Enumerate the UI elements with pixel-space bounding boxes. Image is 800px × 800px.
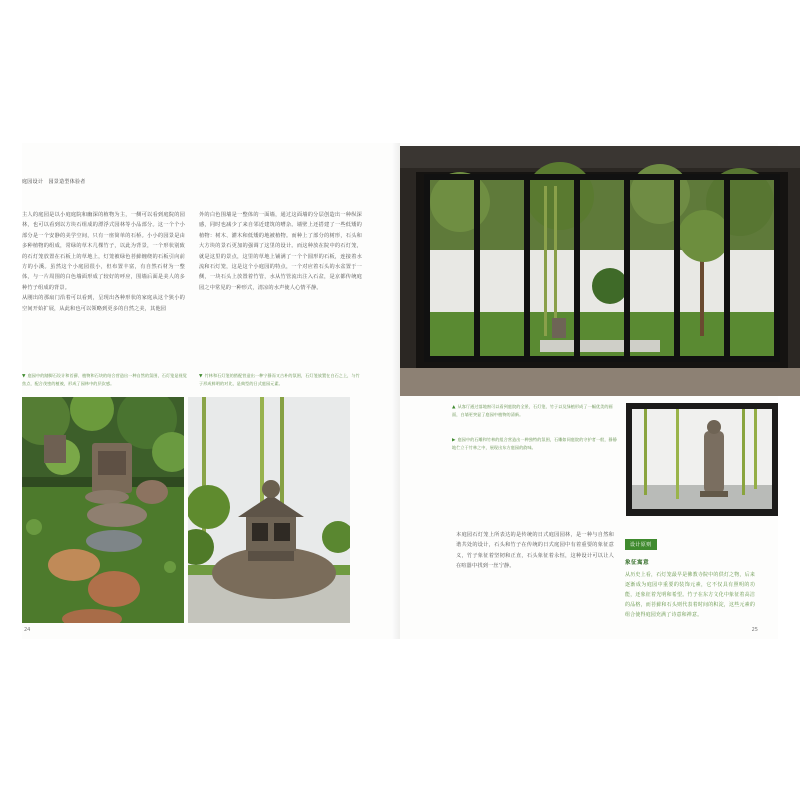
caption-text: 庭园中的石雕和竹林的组合营造出一种独特的氛围，石雕如同庭院的守护者一般，静静地伫立于竹林之中，展现出东方庭园的韵味。 — [452, 437, 617, 450]
caption-niche-photo — [452, 436, 617, 451]
design-principle-box — [625, 531, 755, 620]
caption-triangle-icon: ▶ — [452, 438, 456, 443]
design-principle-text: 从历史上看，石灯笼最早是佛教寺院中的供灯之物，后来逐渐成为庭园中重要的装饰元素，它不仅具有照明的功能，还象征着光明和希望。竹子在东方文化中象征着高洁的品格，而苔藓和石头则代表着时间的积淀，这些元素的组合使得庭园充满了诗意和禅意。 — [625, 572, 755, 618]
glass-door-garden-photo — [400, 146, 800, 396]
design-principle-subtitle: 象征寓意 — [625, 560, 649, 566]
book-spread — [22, 143, 778, 639]
caption-text: 庭园中的踏脚石设计和苔藓、植物和石块的结合营造出一种自然的氛围，石灯笼是视觉焦点，配合茂密的植被，形成了园林中的层次感。 — [22, 373, 187, 386]
left-page — [22, 143, 400, 639]
stone-lantern-bamboo-photo — [188, 397, 350, 623]
caption-glass-door-photo — [452, 403, 617, 418]
caption-text: 竹林和石灯笼的搭配营造出一种宁静而又古朴的氛围，石灯笼放置在白石之上，与竹子形成鲜明的对比，是典型的日式庭园元素。 — [199, 373, 360, 386]
body-paragraph-1: 主人的庭园是以小庭庭院和幽深的植物为主，一侧可以看到庭院的园林，也可以看到以方块石组成的漂浮式园林等小品部分。这一个个小部分是一个安静的美学空间，只有一座简单的石桥。小小的园景是由多种植物的组成，常绿的草木几棵竹子，以此为背景，一个形状别致的石灯笼放置在石板上的草地上，灯笼被绿色苔藓缠绕的石板引向前方的小溪。虽然这个小庭园很小，但布置丰富，有自然石材为一整体，与一片周围的白色墙面形成了较好的呼应，围墙后面是美人的多种竹子组成的背景。 — [22, 212, 185, 291]
caption-text: 从客厅通过落地窗可以看到庭院的全景，石灯笼、竹子以及绿植形成了一幅优美的画面，白墙更突显了庭园中植物的清新。 — [452, 404, 613, 417]
niche-illustration — [626, 403, 778, 516]
running-head: 庭园设计 园景造型体验者 — [22, 179, 86, 185]
lantern-illustration — [188, 397, 350, 623]
caption-lantern-photo — [199, 372, 362, 387]
garden-illustration — [22, 397, 184, 623]
glass-door-illustration — [400, 146, 800, 396]
caption-garden-photo — [22, 372, 187, 387]
body-paragraph-2: 从刚出的那扇门沿着可以看到，呈现出各种形状的家庭从这个狭小的空间开始扩展，从此和也可以领略到更多的自然之美，其他园 — [22, 295, 185, 312]
caption-triangle-icon: ▲ — [452, 405, 456, 410]
stone-statue-niche-photo — [626, 403, 778, 516]
design-principle-label: 设计原则 — [625, 539, 657, 550]
body-column-2: 外的白色围墙是一整体的一面墙，通过这面墙的分层创造出一种纵深感，同时也减少了来自邻近建筑的嘈杂。墙壁上还搭建了一些低矮的植物：树木、灌木和低矮的地被植物。而种上了部分的树形，石头和大方块的景石更加的强调了这里的设计。而这种放在院中的石灯笼，就是这里的景点，这里的草地上铺满了一个个圆形的石板，连接着水流和石灯笼，这是这个小庭园的特点，一个对应着石头的水盆置于一侧，一块石头上放置着竹管，水从竹管流出注入石盆，是京都传统庭园之中常见的一种形式，清凉的水声使人心情平静。 — [199, 212, 362, 291]
caption-triangle-icon: ▼ — [199, 374, 203, 379]
garden-stepping-stones-photo — [22, 397, 184, 623]
page-number-left: 24 — [24, 627, 31, 633]
right-body-text: 本庭园石灯笼上所表达的是传统的日式庭园园林，是一种与自然和谐共处的设计，石头和竹子在传统的日式庭园中有着重要的象征意义，竹子象征着坚韧和正直，石头象征着永恒，这种设计可以让人在喧嚣中找到一丝宁静。 — [456, 532, 614, 570]
caption-triangle-icon: ▼ — [22, 374, 26, 379]
body-column-1 — [22, 210, 185, 314]
right-page — [400, 143, 778, 639]
page-number-right: 25 — [751, 627, 758, 633]
